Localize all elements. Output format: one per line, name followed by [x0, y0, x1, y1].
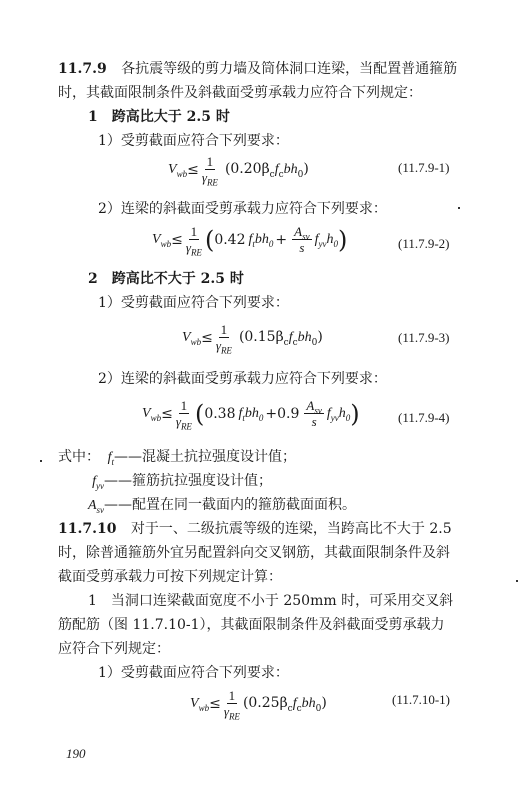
eq4-leq: ≤	[161, 405, 173, 422]
eq2-asv-fraction: $\frac{A_{sv}}{s}$	[294, 224, 310, 255]
eq1-fraction: $\frac{1}{\gamma_{RE}}$	[201, 154, 218, 188]
definitions-lead: 式中：	[58, 449, 100, 465]
asv-symbol: $A_{sv}$	[87, 498, 104, 515]
eq4-number: (11.7.9-4)	[398, 410, 450, 425]
eq3-fraction: $\frac{1}{\gamma_{RE}}$	[215, 322, 232, 356]
eq4-close-paren: )	[350, 399, 360, 428]
eq2-leq: ≤	[171, 231, 183, 248]
eq4-ft: $f_tbh_0$	[238, 405, 264, 423]
eq3-body: $(0.15\beta_cf_cbh_0)$	[238, 329, 323, 348]
sec-11-7-10-item1-3: 应符合下列规定：	[58, 641, 170, 657]
eq2-open-paren: (	[204, 225, 215, 254]
eq4-fyv: $f_{yv}h_0$	[326, 405, 351, 423]
eq5-fraction: $\frac{1}{\gamma_{RE}}$	[223, 688, 240, 722]
equation-11-7-10-1	[190, 688, 327, 722]
definition-ft	[58, 448, 296, 467]
page-number: 190	[66, 746, 86, 761]
case2-sub1: 1）受剪截面应符合下列要求：	[98, 295, 289, 311]
sec-11-7-10-sub1: 1）受剪截面应符合下列要求：	[98, 665, 289, 681]
sec-11-7-10-item1-2: 筋配筋（图 11.7.10-1），其截面限制条件及斜截面受剪承载力	[58, 617, 445, 633]
case2-sub2: 2）连梁的斜截面受剪承载力应符合下列要求：	[98, 371, 387, 387]
eq3-leq: ≤	[201, 329, 213, 346]
sec-11-7-9-number: 11.7.9	[58, 61, 107, 77]
eq5-leq: ≤	[209, 695, 221, 712]
eq5-number: (11.7.10-1)	[392, 692, 451, 707]
eq2-V: $V_{wb}$	[152, 231, 172, 249]
sec-11-7-10-text-3: 截面受剪承载力可按下列规定计算：	[58, 569, 282, 585]
equation-11-7-9-3	[182, 322, 323, 356]
speck-mark	[458, 207, 460, 209]
equation-11-7-9-2	[152, 224, 348, 258]
eq2-close-paren: )	[337, 225, 348, 254]
eq4-open-paren: (	[194, 399, 205, 428]
eq2-plus: +	[275, 231, 288, 248]
sec-11-7-10-item1-1: 1 当洞口连梁截面宽度不小于 250mm 时，可采用交叉斜	[88, 593, 454, 609]
speck-mark-right	[516, 580, 518, 582]
speck-mark-left	[40, 460, 42, 462]
ft-description: ——混凝土抗拉强度设计值；	[114, 449, 296, 465]
asv-description: ——配置在同一截面内的箍筋截面面积。	[104, 497, 356, 513]
eq1-leq: ≤	[187, 161, 199, 178]
eq2-coef: 0.42	[214, 231, 246, 248]
fyv-symbol: $f_{yv}$	[92, 474, 104, 491]
sec-11-7-9-line-1	[58, 60, 498, 78]
definition-fyv	[58, 472, 272, 491]
eq4-plus-coef: +0.9	[265, 405, 300, 422]
case1-sub1: 1）受剪截面应符合下列要求：	[98, 133, 289, 149]
sec-11-7-9-intro-1: 各抗震等级的剪力墙及筒体洞口连梁，当配置普通箍筋	[121, 61, 458, 77]
eq4-fraction: $\frac{1}{\gamma_{RE}}$	[175, 398, 192, 432]
eq4-V: $V_{wb}$	[142, 405, 162, 423]
eq3-V: $V_{wb}$	[182, 329, 202, 347]
eq1-V: $V_{wb}$	[168, 161, 188, 179]
fyv-description: ——箍筋抗拉强度设计值；	[104, 473, 272, 489]
eq2-ft: $f_tbh_0$	[248, 231, 274, 249]
sec-11-7-10-number: 11.7.10	[58, 521, 117, 537]
case1-sub2: 2）连梁的斜截面受剪承载力应符合下列要求：	[98, 201, 387, 217]
case2-heading: 2 跨高比不大于 2.5 时	[88, 271, 244, 287]
equation-11-7-9-1	[168, 154, 309, 188]
sec-11-7-9-intro-2: 时，其截面限制条件及斜截面受剪承载力应符合下列规定：	[58, 85, 422, 101]
eq2-fyv: $f_{yv}h_0$	[314, 231, 338, 249]
sec-11-7-10-line-1	[58, 520, 498, 538]
eq2-fraction: $\frac{1}{\gamma_{RE}}$	[185, 224, 202, 258]
eq3-number: (11.7.9-3)	[398, 330, 450, 345]
eq1-body: $(0.20\beta_cf_cbh_0)$	[224, 161, 309, 180]
eq1-number: (11.7.9-1)	[398, 160, 450, 175]
eq5-V: $V_{wb}$	[190, 695, 210, 713]
equation-11-7-9-4	[142, 398, 360, 432]
sec-11-7-10-text-2: 时，除普通箍筋外宜另配置斜向交叉钢筋，其截面限制条件及斜	[58, 545, 450, 561]
case1-heading: 1 跨高比大于 2.5 时	[88, 109, 230, 125]
eq4-coef: 0.38	[204, 405, 236, 422]
sec-11-7-10-text-1: 对于一、二级抗震等级的连梁，当跨高比不大于 2.5	[130, 521, 452, 537]
eq5-body: $(0.25\beta_cf_cbh_0)$	[242, 695, 327, 714]
ft-symbol: $f_t$	[107, 450, 114, 467]
definition-asv	[58, 496, 356, 515]
eq2-number: (11.7.9-2)	[398, 236, 450, 251]
eq4-asv-fraction: $\frac{A_{sv}}{s}$	[306, 398, 322, 429]
